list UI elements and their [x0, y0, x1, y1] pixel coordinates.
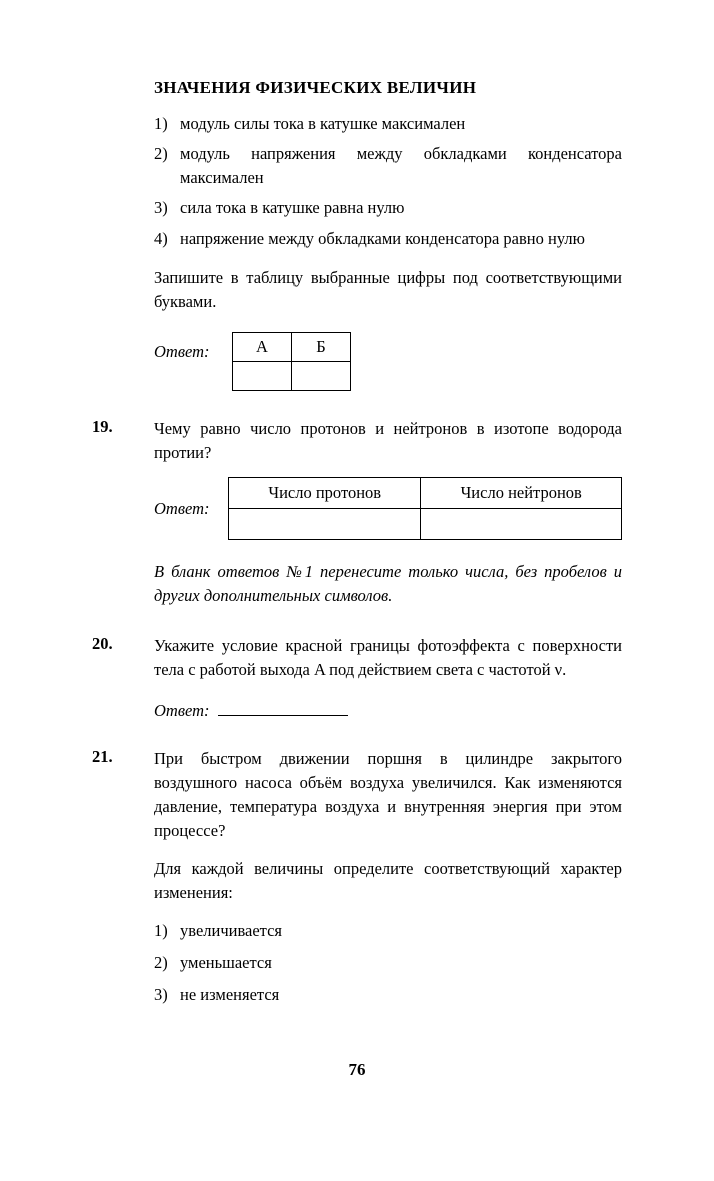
question-subtext: Для каждой величины определите соответствующий характер изменения: — [154, 859, 622, 903]
page-number: 76 — [348, 1060, 366, 1079]
answer-blank-rule[interactable] — [218, 701, 348, 716]
option-number: 3) — [154, 984, 168, 1004]
page-content — [92, 78, 622, 1015]
table-header-cell: Б — [292, 332, 351, 361]
list-item — [154, 196, 622, 219]
values-options-list — [154, 112, 622, 250]
answer-label: Ответ: — [154, 498, 210, 518]
list-item — [154, 951, 622, 975]
transfer-note: В бланк ответов №1 перенесите только числа, без пробелов и других дополнительных символов. — [154, 561, 622, 605]
question-body — [154, 634, 622, 682]
question-number: 20. — [92, 633, 113, 653]
instruction-text: Запишите в таблицу выбранные цифры под соответствующими буквами. — [154, 268, 622, 312]
answer-cell-protons[interactable] — [229, 508, 421, 539]
table-header-cell: Число нейтронов — [421, 477, 622, 508]
answer-line-20 — [154, 701, 622, 721]
question-body — [154, 417, 622, 540]
list-item — [154, 919, 622, 943]
answer-protons-row — [154, 477, 622, 540]
answer-label: Ответ: — [154, 341, 210, 361]
question-21 — [92, 747, 622, 1014]
option-text: модуль силы тока в катушке максимален — [180, 114, 466, 133]
question-number: 21. — [92, 747, 113, 767]
answer-label: Ответ: — [154, 701, 210, 721]
answer-cell-b[interactable] — [292, 361, 351, 390]
list-item — [154, 227, 622, 250]
option-number: 4) — [154, 228, 168, 248]
option-text: увеличивается — [180, 921, 283, 941]
option-number: 2) — [154, 144, 168, 164]
answer-ab-row — [154, 332, 622, 391]
option-text: уменьшается — [180, 952, 272, 972]
option-number: 3) — [154, 198, 168, 218]
answer-table-ab — [232, 332, 351, 391]
list-item — [154, 112, 622, 135]
answer-cell-neutrons[interactable] — [421, 508, 622, 539]
list-item — [154, 142, 622, 189]
question-20 — [92, 634, 622, 682]
question-text: Укажите условие красной границы фотоэффекта с поверхности тела с работой выхода A под действием света с частотой ν. — [154, 635, 622, 679]
option-number: 1) — [154, 921, 168, 941]
option-number: 1) — [154, 114, 168, 133]
table-header-cell: Число протонов — [229, 477, 421, 508]
change-options-list — [154, 919, 622, 1007]
question-19 — [92, 417, 622, 540]
table-header-cell: А — [233, 332, 292, 361]
option-text: не изменяется — [180, 984, 280, 1004]
list-item — [154, 983, 622, 1007]
question-text: Чему равно число протонов и нейтронов в изотопе водорода протии? — [154, 418, 622, 462]
option-text: сила тока в катушке равна нулю — [180, 198, 405, 218]
option-number: 2) — [154, 952, 168, 972]
answer-cell-a[interactable] — [233, 361, 292, 390]
option-text: напряжение между обкладками конденсатора равно нулю — [180, 228, 585, 248]
answer-table-protons-neutrons — [228, 477, 622, 540]
option-text: модуль напряжения между обкладками конденсатора максимален — [180, 144, 622, 187]
section-heading: ЗНАЧЕНИЯ ФИЗИЧЕСКИХ ВЕЛИЧИН — [154, 78, 477, 97]
question-number: 19. — [92, 416, 113, 436]
question-text: При быстром движении поршня в цилиндре закрытого воздушного насоса объём воздуха увеличился. Как изменяются давление, температура воздуха и внутренняя энергия при этом процессе? — [154, 749, 622, 841]
question-body — [154, 747, 622, 1014]
